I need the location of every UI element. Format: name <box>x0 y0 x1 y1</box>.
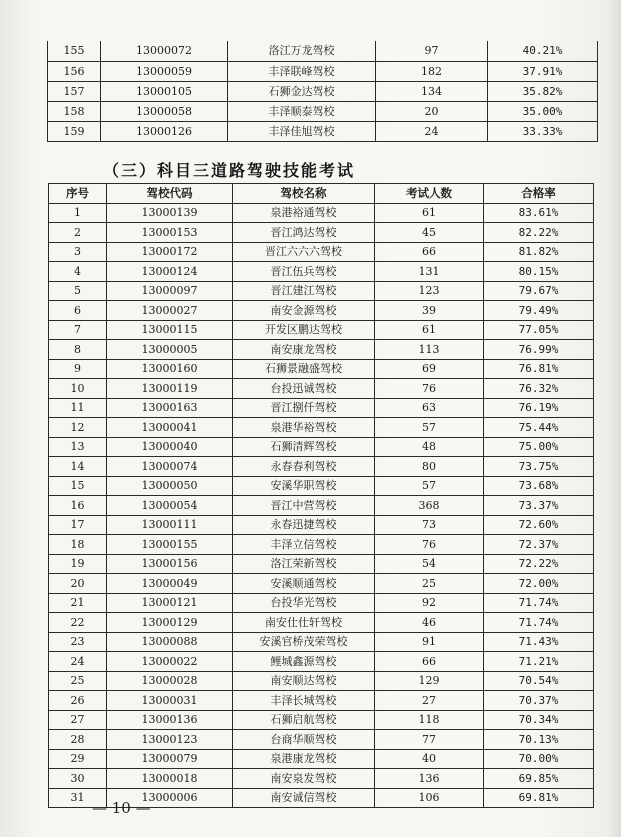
cell-pass-rate: 75.44% <box>484 418 594 438</box>
cell-seq: 10 <box>49 379 107 399</box>
cell-pass-rate: 35.00% <box>488 101 598 121</box>
cell-pass-rate: 77.05% <box>484 320 594 340</box>
cell-school-name: 晋江六六六驾校 <box>233 242 375 262</box>
table-row <box>49 574 594 594</box>
cell-pass-rate: 80.15% <box>484 262 594 282</box>
cell-exam-count: 368 <box>375 496 484 516</box>
cell-exam-count: 27 <box>375 691 484 711</box>
cell-school-name: 洛江万龙驾校 <box>228 41 376 61</box>
cell-code: 13000119 <box>107 379 233 399</box>
cell-pass-rate: 79.49% <box>484 301 594 321</box>
table-row <box>49 398 594 418</box>
cell-code: 13000126 <box>101 121 228 141</box>
cell-code: 13000058 <box>101 101 228 121</box>
cell-exam-count: 48 <box>375 437 484 457</box>
cell-code: 13000124 <box>107 262 233 282</box>
cell-exam-count: 66 <box>375 652 484 672</box>
cell-code: 13000088 <box>107 632 233 652</box>
cell-pass-rate: 71.74% <box>484 593 594 613</box>
cell-code: 13000105 <box>101 81 228 101</box>
table-row <box>49 691 594 711</box>
cell-school-name: 晋江建江驾校 <box>233 281 375 301</box>
cell-exam-count: 63 <box>375 398 484 418</box>
cell-pass-rate: 35.82% <box>488 81 598 101</box>
cell-seq: 15 <box>49 476 107 496</box>
cell-seq: 31 <box>49 788 107 808</box>
cell-school-name: 南安顺达驾校 <box>233 671 375 691</box>
cell-pass-rate: 76.32% <box>484 379 594 399</box>
table-row <box>49 710 594 730</box>
cell-school-name: 永春迅捷驾校 <box>233 515 375 535</box>
cell-pass-rate: 69.81% <box>484 788 594 808</box>
cell-code: 13000022 <box>107 652 233 672</box>
table-row <box>49 730 594 750</box>
cell-seq: 13 <box>49 437 107 457</box>
cell-school-name: 石狮清辉驾校 <box>233 437 375 457</box>
cell-exam-count: 39 <box>375 301 484 321</box>
cell-seq: 29 <box>49 749 107 769</box>
cell-school-name: 台商华顺驾校 <box>233 730 375 750</box>
cell-school-name: 台投华光驾校 <box>233 593 375 613</box>
header-count: 考试人数 <box>375 184 484 204</box>
cell-seq: 7 <box>49 320 107 340</box>
cell-pass-rate: 76.19% <box>484 398 594 418</box>
cell-school-name: 鲤城鑫源驾校 <box>233 652 375 672</box>
cell-exam-count: 24 <box>376 121 488 141</box>
cell-code: 13000156 <box>107 554 233 574</box>
cell-school-name: 洛江荣新驾校 <box>233 554 375 574</box>
cell-pass-rate: 71.74% <box>484 613 594 633</box>
cell-code: 13000059 <box>101 61 228 81</box>
cell-code: 13000115 <box>107 320 233 340</box>
section-title: （三）科目三道路驾驶技能考试 <box>103 161 356 180</box>
cell-exam-count: 80 <box>375 457 484 477</box>
cell-pass-rate: 70.13% <box>484 730 594 750</box>
cell-code: 13000111 <box>107 515 233 535</box>
cell-pass-rate: 70.37% <box>484 691 594 711</box>
page-edge-shadow <box>607 0 621 837</box>
table-row <box>48 41 598 61</box>
table-header-row <box>49 184 594 204</box>
cell-code: 13000136 <box>107 710 233 730</box>
cell-school-name: 丰泽佳旭驾校 <box>228 121 376 141</box>
cell-exam-count: 40 <box>375 749 484 769</box>
cell-code: 13000097 <box>107 281 233 301</box>
cell-pass-rate: 75.00% <box>484 437 594 457</box>
cell-code: 13000040 <box>107 437 233 457</box>
cell-exam-count: 106 <box>375 788 484 808</box>
cell-pass-rate: 71.43% <box>484 632 594 652</box>
cell-code: 13000074 <box>107 457 233 477</box>
page-number: — 10 — <box>92 799 151 817</box>
cell-school-name: 晋江捌仟驾校 <box>233 398 375 418</box>
cell-pass-rate: 70.34% <box>484 710 594 730</box>
cell-school-name: 丰泽立信驾校 <box>233 535 375 555</box>
table-row <box>49 301 594 321</box>
table-row <box>49 749 594 769</box>
table-row <box>48 61 598 81</box>
cell-seq: 9 <box>49 359 107 379</box>
cell-exam-count: 45 <box>375 223 484 243</box>
table-row <box>49 652 594 672</box>
cell-exam-count: 46 <box>375 613 484 633</box>
cell-pass-rate: 73.37% <box>484 496 594 516</box>
cell-pass-rate: 37.91% <box>488 61 598 81</box>
cell-seq: 155 <box>48 41 101 61</box>
cell-exam-count: 25 <box>375 574 484 594</box>
cell-exam-count: 123 <box>375 281 484 301</box>
cell-exam-count: 92 <box>375 593 484 613</box>
cell-exam-count: 182 <box>376 61 488 81</box>
cell-school-name: 南安泉发驾校 <box>233 769 375 789</box>
subject-three-results-body <box>49 203 594 808</box>
table-row <box>49 769 594 789</box>
cell-seq: 21 <box>49 593 107 613</box>
cell-pass-rate: 73.68% <box>484 476 594 496</box>
cell-exam-count: 57 <box>375 476 484 496</box>
cell-pass-rate: 83.61% <box>484 203 594 223</box>
table-row <box>49 613 594 633</box>
cell-seq: 19 <box>49 554 107 574</box>
cell-pass-rate: 72.37% <box>484 535 594 555</box>
cell-code: 13000160 <box>107 359 233 379</box>
cell-code: 13000027 <box>107 301 233 321</box>
cell-seq: 18 <box>49 535 107 555</box>
cell-exam-count: 76 <box>375 535 484 555</box>
cell-exam-count: 129 <box>375 671 484 691</box>
cell-exam-count: 77 <box>375 730 484 750</box>
table-row <box>49 496 594 516</box>
table-row <box>49 203 594 223</box>
cell-seq: 30 <box>49 769 107 789</box>
cell-school-name: 晋江中营驾校 <box>233 496 375 516</box>
cell-pass-rate: 33.33% <box>488 121 598 141</box>
table-row <box>49 320 594 340</box>
cell-code: 13000031 <box>107 691 233 711</box>
cell-exam-count: 20 <box>376 101 488 121</box>
cell-school-name: 石狮金达驾校 <box>228 81 376 101</box>
cell-code: 13000129 <box>107 613 233 633</box>
cell-school-name: 台投迅诚驾校 <box>233 379 375 399</box>
cell-code: 13000163 <box>107 398 233 418</box>
table-row <box>49 593 594 613</box>
cell-seq: 12 <box>49 418 107 438</box>
cell-school-name: 泉港裕通驾校 <box>233 203 375 223</box>
cell-seq: 157 <box>48 81 101 101</box>
cell-exam-count: 97 <box>376 41 488 61</box>
cell-code: 13000172 <box>107 242 233 262</box>
cell-school-name: 安溪官桥茂荣驾校 <box>233 632 375 652</box>
cell-pass-rate: 81.82% <box>484 242 594 262</box>
cell-exam-count: 61 <box>375 203 484 223</box>
cell-exam-count: 91 <box>375 632 484 652</box>
cell-seq: 28 <box>49 730 107 750</box>
cell-seq: 16 <box>49 496 107 516</box>
cell-code: 13000050 <box>107 476 233 496</box>
cell-pass-rate: 72.60% <box>484 515 594 535</box>
table-row <box>49 437 594 457</box>
cell-code: 13000155 <box>107 535 233 555</box>
cell-exam-count: 136 <box>375 769 484 789</box>
cell-pass-rate: 76.99% <box>484 340 594 360</box>
cell-code: 13000006 <box>107 788 233 808</box>
cell-code: 13000079 <box>107 749 233 769</box>
cell-seq: 159 <box>48 121 101 141</box>
table-row <box>49 359 594 379</box>
cell-exam-count: 57 <box>375 418 484 438</box>
cell-school-name: 南安康龙驾校 <box>233 340 375 360</box>
table-row <box>48 81 598 101</box>
cell-school-name: 晋江伍兵驾校 <box>233 262 375 282</box>
table-row <box>48 121 598 141</box>
cell-seq: 22 <box>49 613 107 633</box>
cell-seq: 17 <box>49 515 107 535</box>
cell-exam-count: 61 <box>375 320 484 340</box>
cell-school-name: 南安金源驾校 <box>233 301 375 321</box>
cell-school-name: 安溪华职驾校 <box>233 476 375 496</box>
table-row <box>49 457 594 477</box>
cell-seq: 20 <box>49 574 107 594</box>
cell-code: 13000049 <box>107 574 233 594</box>
table-row <box>49 554 594 574</box>
cell-seq: 26 <box>49 691 107 711</box>
table-row <box>49 379 594 399</box>
header-seq: 序号 <box>49 184 107 204</box>
cell-code: 13000028 <box>107 671 233 691</box>
cell-seq: 5 <box>49 281 107 301</box>
cell-school-name: 南安仕仕轩驾校 <box>233 613 375 633</box>
cell-pass-rate: 69.85% <box>484 769 594 789</box>
cell-school-name: 石狮启航驾校 <box>233 710 375 730</box>
cell-school-name: 南安诚信驾校 <box>233 788 375 808</box>
cell-school-name: 丰泽顺泰驾校 <box>228 101 376 121</box>
subject-three-results-table <box>48 183 594 808</box>
cell-seq: 8 <box>49 340 107 360</box>
cell-code: 13000054 <box>107 496 233 516</box>
cell-seq: 27 <box>49 710 107 730</box>
cell-exam-count: 73 <box>375 515 484 535</box>
table-row <box>48 101 598 121</box>
header-code: 驾校代码 <box>107 184 233 204</box>
cell-school-name: 丰泽联峰驾校 <box>228 61 376 81</box>
cell-pass-rate: 76.81% <box>484 359 594 379</box>
table-row <box>49 262 594 282</box>
table-row <box>49 632 594 652</box>
table-row <box>49 242 594 262</box>
cell-seq: 4 <box>49 262 107 282</box>
cell-school-name: 丰泽长城驾校 <box>233 691 375 711</box>
cell-pass-rate: 70.54% <box>484 671 594 691</box>
cell-seq: 156 <box>48 61 101 81</box>
table-row <box>49 340 594 360</box>
table-row <box>49 418 594 438</box>
cell-pass-rate: 70.00% <box>484 749 594 769</box>
cell-seq: 11 <box>49 398 107 418</box>
header-rate: 合格率 <box>484 184 594 204</box>
cell-exam-count: 134 <box>376 81 488 101</box>
table-row <box>49 476 594 496</box>
continued-results-body <box>48 41 598 141</box>
cell-code: 13000005 <box>107 340 233 360</box>
cell-code: 13000041 <box>107 418 233 438</box>
cell-code: 13000121 <box>107 593 233 613</box>
table-row <box>49 671 594 691</box>
cell-school-name: 泉港华裕驾校 <box>233 418 375 438</box>
cell-code: 13000139 <box>107 203 233 223</box>
cell-school-name: 石狮景融盛驾校 <box>233 359 375 379</box>
cell-school-name: 安溪顺通驾校 <box>233 574 375 594</box>
cell-pass-rate: 40.21% <box>488 41 598 61</box>
cell-school-name: 晋江鸿达驾校 <box>233 223 375 243</box>
cell-pass-rate: 72.00% <box>484 574 594 594</box>
cell-school-name: 永春春利驾校 <box>233 457 375 477</box>
table-row <box>49 281 594 301</box>
continued-results-table <box>47 41 598 142</box>
cell-exam-count: 113 <box>375 340 484 360</box>
cell-pass-rate: 72.22% <box>484 554 594 574</box>
cell-seq: 1 <box>49 203 107 223</box>
cell-exam-count: 118 <box>375 710 484 730</box>
cell-code: 13000123 <box>107 730 233 750</box>
cell-pass-rate: 71.21% <box>484 652 594 672</box>
cell-seq: 2 <box>49 223 107 243</box>
cell-pass-rate: 73.75% <box>484 457 594 477</box>
cell-seq: 6 <box>49 301 107 321</box>
table-row <box>49 515 594 535</box>
cell-school-name: 泉港康龙驾校 <box>233 749 375 769</box>
cell-pass-rate: 79.67% <box>484 281 594 301</box>
cell-exam-count: 76 <box>375 379 484 399</box>
cell-school-name: 开发区鹏达驾校 <box>233 320 375 340</box>
cell-seq: 3 <box>49 242 107 262</box>
cell-seq: 24 <box>49 652 107 672</box>
cell-exam-count: 66 <box>375 242 484 262</box>
cell-seq: 14 <box>49 457 107 477</box>
cell-seq: 23 <box>49 632 107 652</box>
cell-seq: 25 <box>49 671 107 691</box>
table-row <box>49 223 594 243</box>
cell-code: 13000153 <box>107 223 233 243</box>
cell-exam-count: 54 <box>375 554 484 574</box>
cell-pass-rate: 82.22% <box>484 223 594 243</box>
table-row <box>49 535 594 555</box>
cell-exam-count: 69 <box>375 359 484 379</box>
cell-exam-count: 131 <box>375 262 484 282</box>
cell-code: 13000018 <box>107 769 233 789</box>
cell-seq: 158 <box>48 101 101 121</box>
cell-code: 13000072 <box>101 41 228 61</box>
header-name: 驾校名称 <box>233 184 375 204</box>
